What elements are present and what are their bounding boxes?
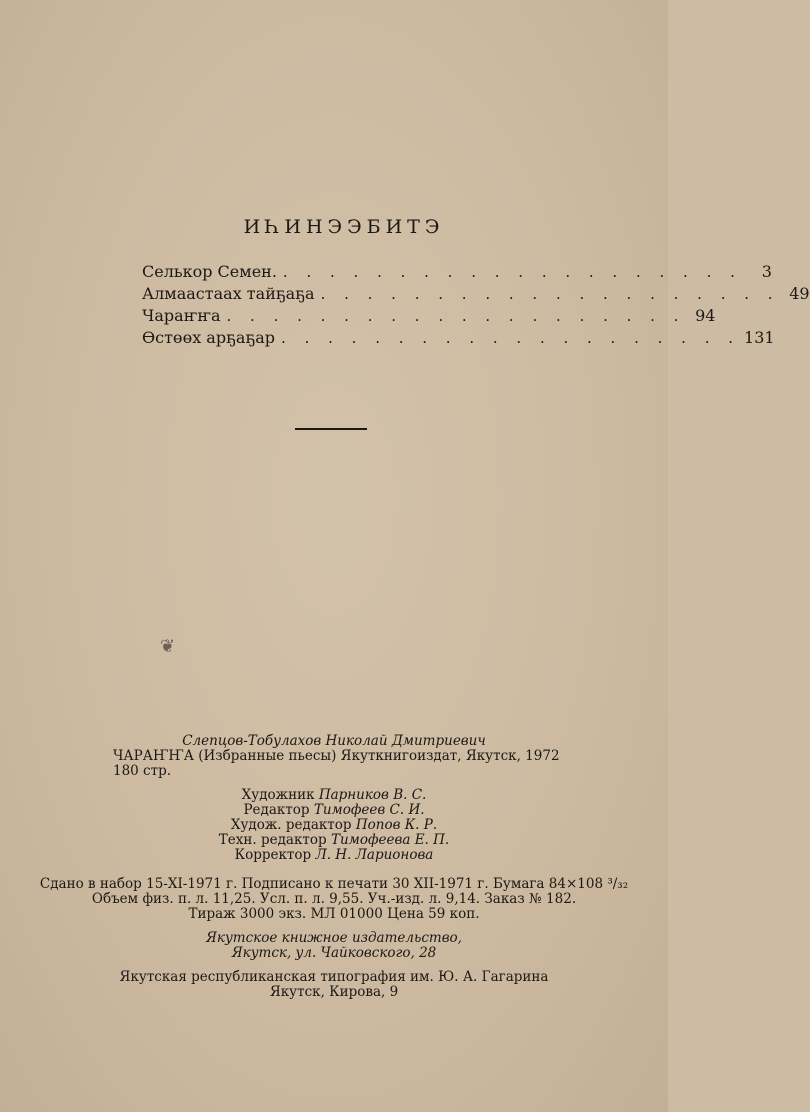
credit-line: Художник Парников В. С.: [241, 787, 427, 803]
credit-line: Худож. редактор Попов К. Р.: [230, 817, 438, 833]
print-info-line: Объем физ. п. л. 11,25. Усл. п. л. 9,55. Уч.-изд. л. 9,14. Заказ № 182.: [91, 891, 577, 907]
toc-entry-page: 49: [789, 284, 810, 303]
credit-line: Техн. редактор Тимофеева Е. П.: [218, 832, 450, 848]
toc-entry-title: Селькор Семен.: [142, 262, 277, 281]
toc-entry-title: Чараҥҥа: [142, 306, 221, 325]
toc-entry: [142, 306, 716, 328]
print-info-line: Сдано в набор 15-XI-1971 г. Подписано к печати 30 XII-1971 г. Бумага 84×108 ³/₃₂: [39, 876, 629, 892]
toc-entry-title: Өстөөх арҕаҕар: [142, 328, 276, 347]
toc-leader-dots: . . . . . . . . . . . . . . . . . . . .: [281, 329, 741, 347]
toc-leader-dots: . . . . . . . . . . . . . . . . . . . .: [226, 307, 686, 325]
author-name: Слепцов-Тобулахов Николай Дмитриевич: [182, 733, 486, 749]
toc-entry-page: 3: [761, 262, 772, 281]
publisher-name: Якутское книжное издательство,: [206, 930, 462, 946]
toc-entry: [142, 284, 810, 306]
divider-rule: [295, 428, 367, 430]
toc-entry-page: 94: [695, 306, 716, 325]
toc-entry-page: 131: [744, 328, 775, 347]
page-count: 180 стр.: [113, 763, 172, 779]
toc-leader-dots: . . . . . . . . . . . . . . . . . . . .: [282, 263, 742, 281]
table-of-contents: [142, 262, 810, 350]
book-title-line: ЧАРАҤҤА (Избранные пьесы) Якуткнигоиздат, Якутск, 1972: [113, 748, 560, 764]
print-info-line: Тираж 3000 экз. МЛ 01000 Цена 59 коп.: [188, 906, 480, 922]
credit-line: Корректор Л. Н. Ларионова: [234, 847, 434, 863]
toc-title: ИҺИНЭЭБИТЭ: [243, 216, 445, 238]
toc-entry: [142, 262, 772, 284]
publisher-address: Якутск, ул. Чайковского, 28: [231, 945, 437, 961]
printer-address: Якутск, Кирова, 9: [269, 984, 399, 1000]
colophon: [0, 734, 668, 1000]
credit-line: Редактор Тимофеев С. И.: [243, 802, 425, 818]
toc-leader-dots: . . . . . . . . . . . . . . . . . . . .: [320, 285, 780, 303]
toc-entry: [142, 328, 775, 350]
printers-ornament-icon: ❦: [160, 636, 176, 657]
toc-entry-title: Алмаастаах тайҕаҕа: [142, 284, 315, 303]
printer-name: Якутская республиканская типография им. Ю. А. Гагарина: [119, 969, 549, 985]
